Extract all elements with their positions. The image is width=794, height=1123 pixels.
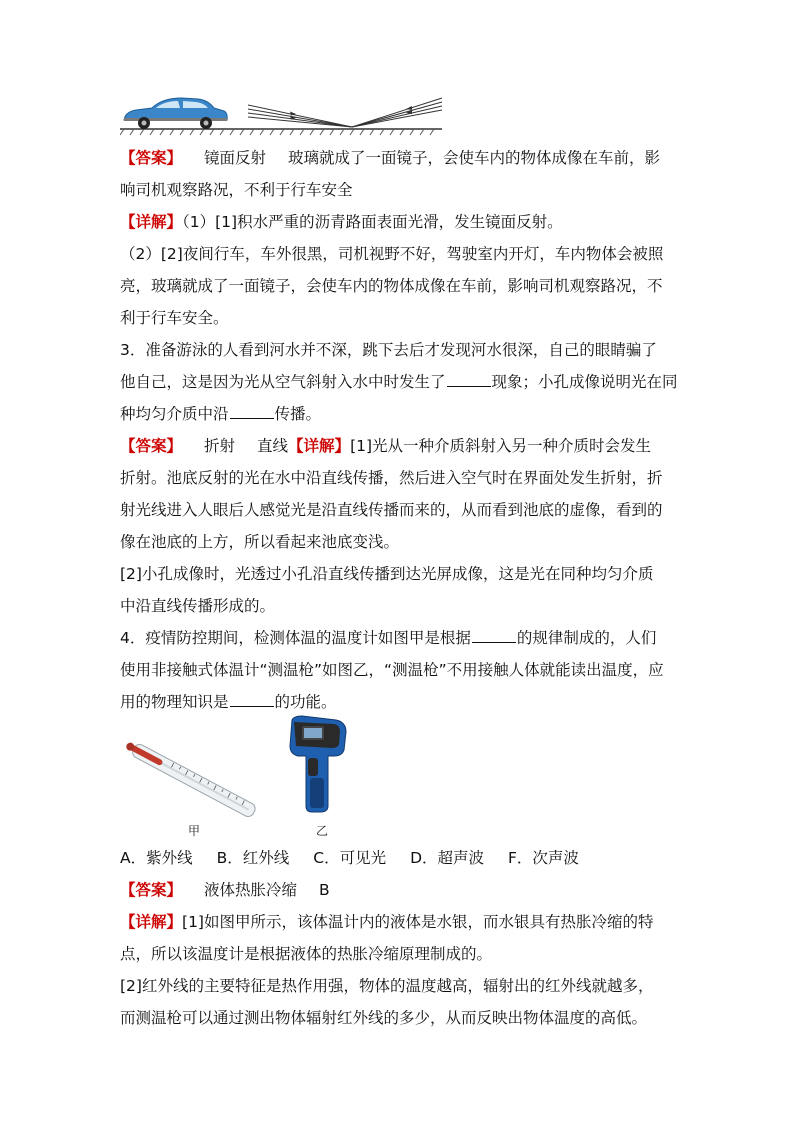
- option-c: C．可见光: [313, 849, 387, 867]
- q4-stem-1a: 4．疫情防控期间，检测体温的温度计如图甲是根据: [120, 629, 471, 647]
- answer-tag: 【答案】: [120, 437, 183, 455]
- q2-detail-line: [120, 212, 680, 232]
- q4-stem-1: [120, 628, 680, 648]
- thermometer-figure: [118, 735, 268, 825]
- q4-blank-2: [230, 692, 274, 707]
- option-f: F．次声波: [508, 849, 579, 867]
- car-reflection-figure: [120, 96, 450, 136]
- option-b: B．红外线: [216, 849, 290, 867]
- q3-stem-2b: 现象；小孔成像说明光在同: [491, 373, 678, 391]
- q3-detail-1: [1]光从一种介质斜射入另一种介质时会发生: [350, 437, 652, 455]
- caption-jia: 甲: [188, 824, 201, 838]
- q4-stem-3: [120, 692, 680, 712]
- q3-detail-4: 像在池底的上方，所以看起来池底变浅。: [120, 533, 400, 551]
- q3-detail-2: 折射。池底反射的光在水中沿直线传播，然后进入空气时在界面处发生折射，折: [120, 469, 663, 487]
- q3-stem-3a: 种均匀介质中沿: [120, 405, 229, 423]
- q4-detail-line: [120, 912, 680, 932]
- q2-answer-2: 玻璃就成了一面镜子，会使车内的物体成像在车前，影: [288, 149, 661, 167]
- q2-answer-line-2: 响司机观察路况，不利于行车安全: [120, 181, 353, 199]
- q3-stem-1: 3．准备游泳的人看到河水并不深，跳下去后才发现河水很深，自己的眼睛骗了: [120, 341, 657, 359]
- q3-detail-3: 射光线进入人眼后人感觉光是沿直线传播而来的，从而看到池底的虚像，看到的: [120, 501, 663, 519]
- q2-answer-1: 镜面反射: [204, 149, 267, 167]
- q3-stem-2: [120, 372, 680, 392]
- q3-answer-2: 直线: [257, 437, 289, 455]
- q3-answer-line: [120, 436, 680, 456]
- q2-detail-2c: 利于行车安全。: [120, 309, 229, 327]
- q2-answer-line: [120, 148, 680, 168]
- q4-detail-1: [1]如图甲所示，该体温计内的液体是水银，而水银具有热胀冷缩的特: [182, 913, 654, 931]
- option-a: A．紫外线: [120, 849, 193, 867]
- q4-stem-3b: 的功能。: [274, 693, 337, 711]
- q2-detail-2a: （2）[2]夜间行车，车外很黑，司机视野不好，驾驶室内开灯，车内物体会被照: [120, 245, 664, 263]
- q3-stem-2a: 他自己，这是因为光从空气斜射入水中时发生了: [120, 373, 446, 391]
- q4-options: [120, 848, 680, 868]
- q3-blank-1: [447, 372, 491, 387]
- q3-answer-1: 折射: [204, 437, 236, 455]
- infrared-thermometer-figure: [284, 714, 354, 816]
- q4-answer-1: 液体热胀冷缩: [204, 881, 298, 899]
- detail-tag: 【详解】: [288, 437, 351, 455]
- q3-detail-5: [2]小孔成像时，光透过小孔沿直线传播到达光屏成像，这是光在同种均匀介质: [120, 565, 654, 583]
- q3-stem-3b: 传播。: [274, 405, 322, 423]
- q4-detail-2: 点，所以该温度计是根据液体的热胀冷缩原理制成的。: [120, 945, 493, 963]
- q4-detail-3: [2]红外线的主要特征是热作用强，物体的温度越高，辐射出的红外线就越多，: [120, 977, 654, 995]
- q4-blank-1: [472, 628, 516, 643]
- detail-tag: 【详解】: [120, 913, 183, 931]
- q4-stem-2: 使用非接触式体温计“测温枪”如图乙，“测温枪”不用接触人体就能读出温度，应: [120, 661, 664, 679]
- q4-answer-2: B: [319, 881, 330, 899]
- q4-answer-line: [120, 880, 680, 900]
- answer-tag: 【答案】: [120, 149, 183, 167]
- option-d: D．超声波: [410, 849, 485, 867]
- caption-yi: 乙: [316, 824, 329, 838]
- q4-detail-4: 而测温枪可以通过测出物体辐射红外线的多少，从而反映出物体温度的高低。: [120, 1009, 648, 1027]
- q2-detail-1: （1）[1]积水严重的沥青路面表面光滑，发生镜面反射。: [182, 213, 563, 231]
- q4-stem-3a: 用的物理知识是: [120, 693, 229, 711]
- q3-blank-2: [230, 404, 274, 419]
- detail-tag: 【详解】: [120, 213, 183, 231]
- q4-stem-1b: 的规律制成的，人们: [516, 629, 657, 647]
- answer-tag: 【答案】: [120, 881, 183, 899]
- q2-detail-2b: 亮，玻璃就成了一面镜子，会使车内的物体成像在车前，影响司机观察路况，不: [120, 277, 663, 295]
- q3-stem-3: [120, 404, 680, 424]
- q3-detail-6: 中沿直线传播形成的。: [120, 597, 276, 615]
